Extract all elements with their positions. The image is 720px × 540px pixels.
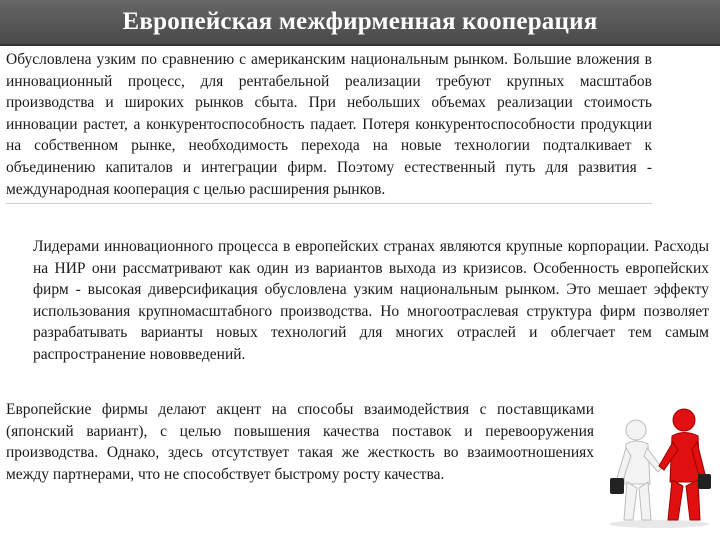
briefcase-right xyxy=(698,474,711,489)
handshake-figures-icon xyxy=(604,398,714,528)
white-figure xyxy=(617,420,662,520)
paragraph-suppliers: Европейские фирмы делают акцент на способы взаимодействия с поставщиками (японский вариант), с целью повышения качества поставок и перевооружения производства. Однако, здесь отсутствует такая же жесткость во взаимоотношениях между партнерами, что не способствует быстрому росту качества. xyxy=(6,401,594,483)
briefcase-left xyxy=(610,478,624,494)
paragraph-leaders: Лидерами инновационного процесса в европейских странах являются крупные корпорации. Расходы на НИР они рассматривают как один из вариантов выхода из кризисов. Особенность европейских фирм - высокая диверсификация обусловлена узким национальным рынком. Это мешает эффекту использования крупномасштабного производства. Но многоотраслевая структура фирм позволяет разрабатывать варианты новых технологий для многих отраслей и облегчает тем самым распространение нововведений. xyxy=(33,238,709,363)
paragraph-market: Обусловлена узким по сравнению с американским национальным рынком. Большие вложения в инновационный процесс, для рентабельной реализации требуют крупных масштабов производства и широких рынков сбыта. При небольших объемах реализации стоимость инновации растет, а конкурентоспособность падает. Потеря конкурентоспособности продукции на собственном рынке, необходимость перехода на новые технологии подталкивает к объединению капиталов и интеграции фирм. Поэтому естественный путь для развития - международная кооперация с целью расширения рынков. xyxy=(6,49,652,204)
title-bar xyxy=(0,0,720,46)
red-figure xyxy=(659,409,705,520)
slide-title: Европейская межфирменная кооперация xyxy=(122,8,598,35)
